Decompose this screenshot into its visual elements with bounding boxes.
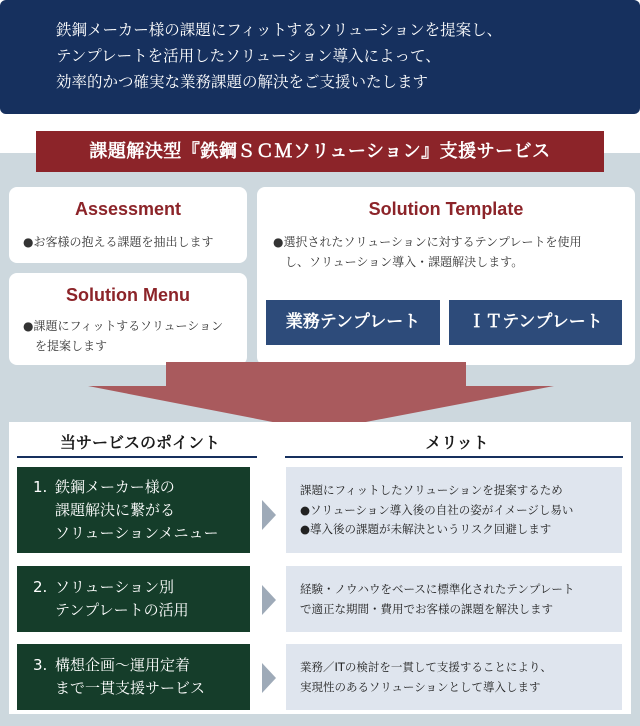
point-line: 課題解決に繋がる [55,501,176,519]
solution-menu-title: Solution Menu [66,285,190,305]
solution-template-text: ●選択されたソリューションに対するテンプレートを使用 [273,235,582,249]
point-line: ソリューション別 [55,578,174,596]
merit-line: 経験・ノウハウをベースに標準化されたテンプレート [300,582,575,596]
merit-line: ●導入後の課題が未解決というリスク回避します [300,522,552,536]
point-number: 1. [33,478,48,496]
point-box-1 [17,467,250,553]
merit-box-1 [286,467,622,553]
point-line: 構想企画～運用定着 [55,656,191,674]
chevron-right-icon [260,661,278,695]
point-number: 2. [33,578,48,596]
assessment-title: Assessment [74,199,182,219]
chevron-right-icon [260,583,278,617]
point-box-3 [17,644,250,710]
merit-line: 実現性のあるソリューションとして導入します [300,679,541,694]
merit-heading: メリット [425,433,489,452]
point-line: 鉄鋼メーカー様の [55,478,175,496]
points-heading: 当サービスのポイント [59,433,220,452]
merit-box-3 [286,644,622,710]
it-template-box: ＩＴテンプレート [449,300,622,345]
point-line: ソリューションメニュー [55,524,219,542]
intro-line: 鉄鋼メーカー様の課題にフィットするソリューションを提案し、 [56,21,503,39]
merit-box-2 [286,566,622,632]
points-heading-rule [17,456,257,458]
point-line: テンプレートの活用 [55,601,189,619]
merit-heading-rule [285,456,623,458]
point-box-2 [17,566,250,632]
solution-template-title: Solution Template [368,199,524,219]
service-title: 課題解決型『鉄鋼ＳＣＭソリューション』支援サービス [36,131,604,172]
intro-line: 効率的かつ確実な業務課題の解決をご支援いたします [56,73,429,91]
merit-line: 課題にフィットしたソリューションを提案するため [300,483,563,497]
merit-line: で適正な期間・費用でお客様の課題を解決します [300,601,553,616]
solution-menu-text: ●課題にフィットするソリューション [23,319,224,333]
point-line: まで一貫支援サービス [55,679,206,697]
business-template-box: 業務テンプレート [266,300,440,345]
point-number: 3. [33,656,48,674]
intro-line: テンプレートを活用したソリューション導入によって、 [56,47,441,65]
chevron-right-icon [260,498,278,532]
assessment-text: ●お客様の抱える課題を抽出します [23,235,214,249]
merit-line: 業務／ITの検討を一貫して支援することにより、 [300,660,552,674]
merit-line: ●ソリューション導入後の自社の姿がイメージし易い [300,502,574,517]
solution-menu-text: を提案します [35,339,108,353]
solution-template-text: し、ソリューション導入・課題解決します。 [285,255,524,269]
